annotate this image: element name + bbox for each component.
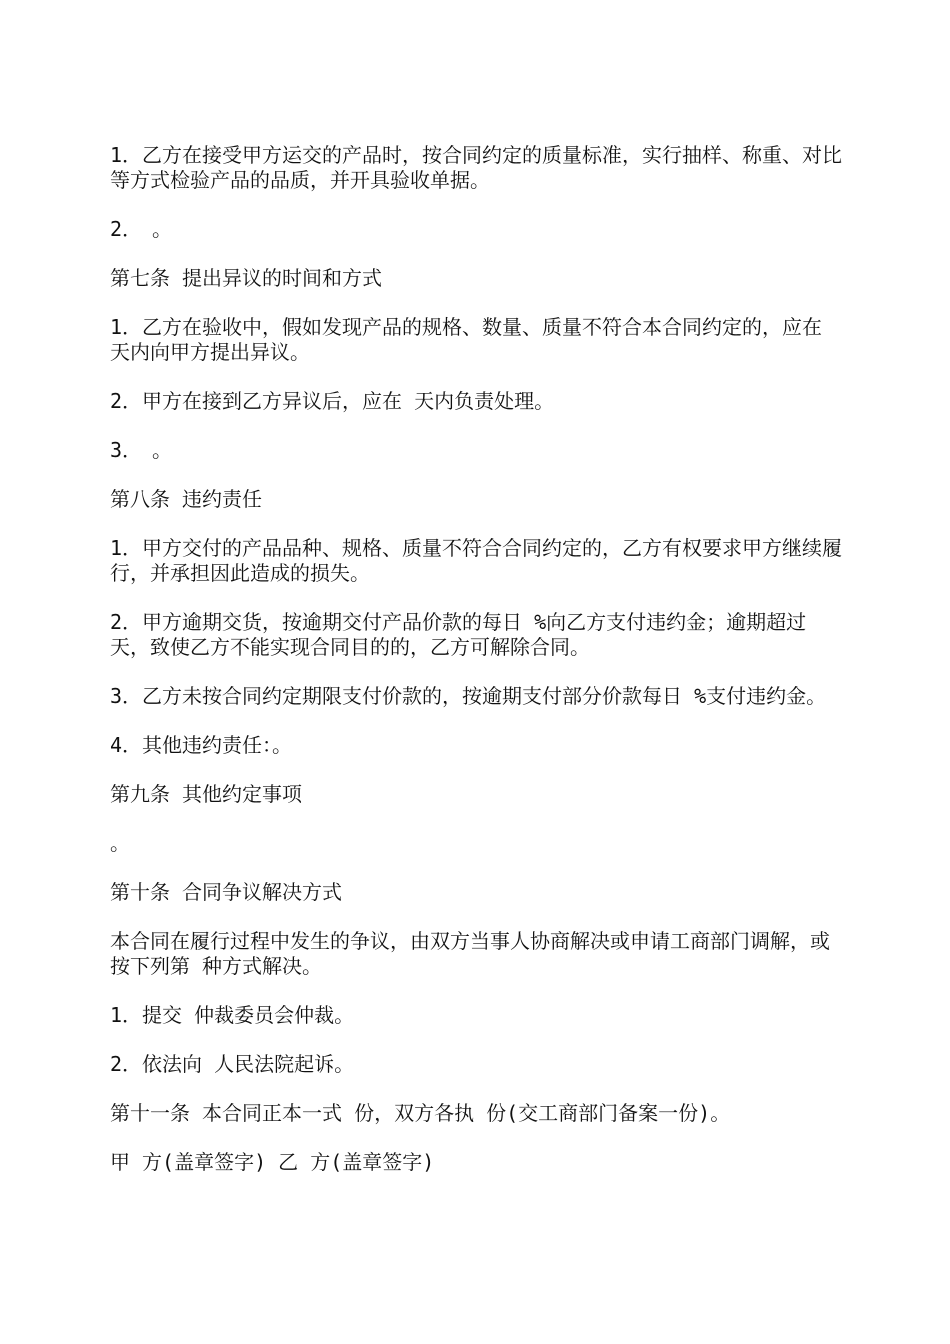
paragraph-dispute-resolution: 本合同在履行过程中发生的争议，由双方当事人协商解决或申请工商部门调解，或按下列第 种方式解决。 bbox=[110, 929, 830, 978]
signature-line: 甲 方(盖章签字) 乙 方(盖章签字) bbox=[110, 1150, 435, 1174]
paragraph-inspection-1: 1．乙方在接受甲方运交的产品时，按合同约定的质量标准，实行抽样、称重、对比等方式检验产品的品质，并开具验收单据。 bbox=[110, 143, 843, 192]
paragraph-objection-1: 1．乙方在验收中，假如发现产品的规格、数量、质量不符合本合同约定的，应在 天内向甲方提出异议。 bbox=[110, 315, 835, 364]
article-11-copies: 第十一条 本合同正本一式 份，双方各执 份(交工商部门备案一份)。 bbox=[110, 1101, 731, 1125]
paragraph-liability-3: 3．乙方未按合同约定期限支付价款的，按逾期支付部分价款每日 %支付违约金。 bbox=[110, 684, 827, 708]
paragraph-other-terms: 。 bbox=[110, 831, 130, 855]
article-9-heading: 第九条 其他约定事项 bbox=[110, 782, 303, 806]
paragraph-objection-2: 2．甲方在接到乙方异议后，应在 天内负责处理。 bbox=[110, 389, 555, 413]
paragraph-arbitration: 1．提交 仲裁委员会仲裁。 bbox=[110, 1003, 355, 1027]
paragraph-liability-2: 2．甲方逾期交货，按逾期交付产品价款的每日 %向乙方支付违约金；逾期超过 天，致使乙方不能实现合同目的的，乙方可解除合同。 bbox=[110, 610, 819, 659]
paragraph-objection-3: 3． 。 bbox=[110, 438, 173, 462]
paragraph-litigation: 2．依法向 人民法院起诉。 bbox=[110, 1052, 355, 1076]
article-7-heading: 第七条 提出异议的时间和方式 bbox=[110, 266, 383, 290]
paragraph-liability-4: 4．其他违约责任：。 bbox=[110, 733, 293, 757]
paragraph-inspection-2: 2． 。 bbox=[110, 217, 173, 241]
paragraph-liability-1: 1．甲方交付的产品品种、规格、质量不符合合同约定的，乙方有权要求甲方继续履行，并承担因此造成的损失。 bbox=[110, 536, 843, 585]
contract-text bbox=[110, 143, 845, 1199]
article-10-heading: 第十条 合同争议解决方式 bbox=[110, 880, 343, 904]
article-8-heading: 第八条 违约责任 bbox=[110, 487, 263, 511]
